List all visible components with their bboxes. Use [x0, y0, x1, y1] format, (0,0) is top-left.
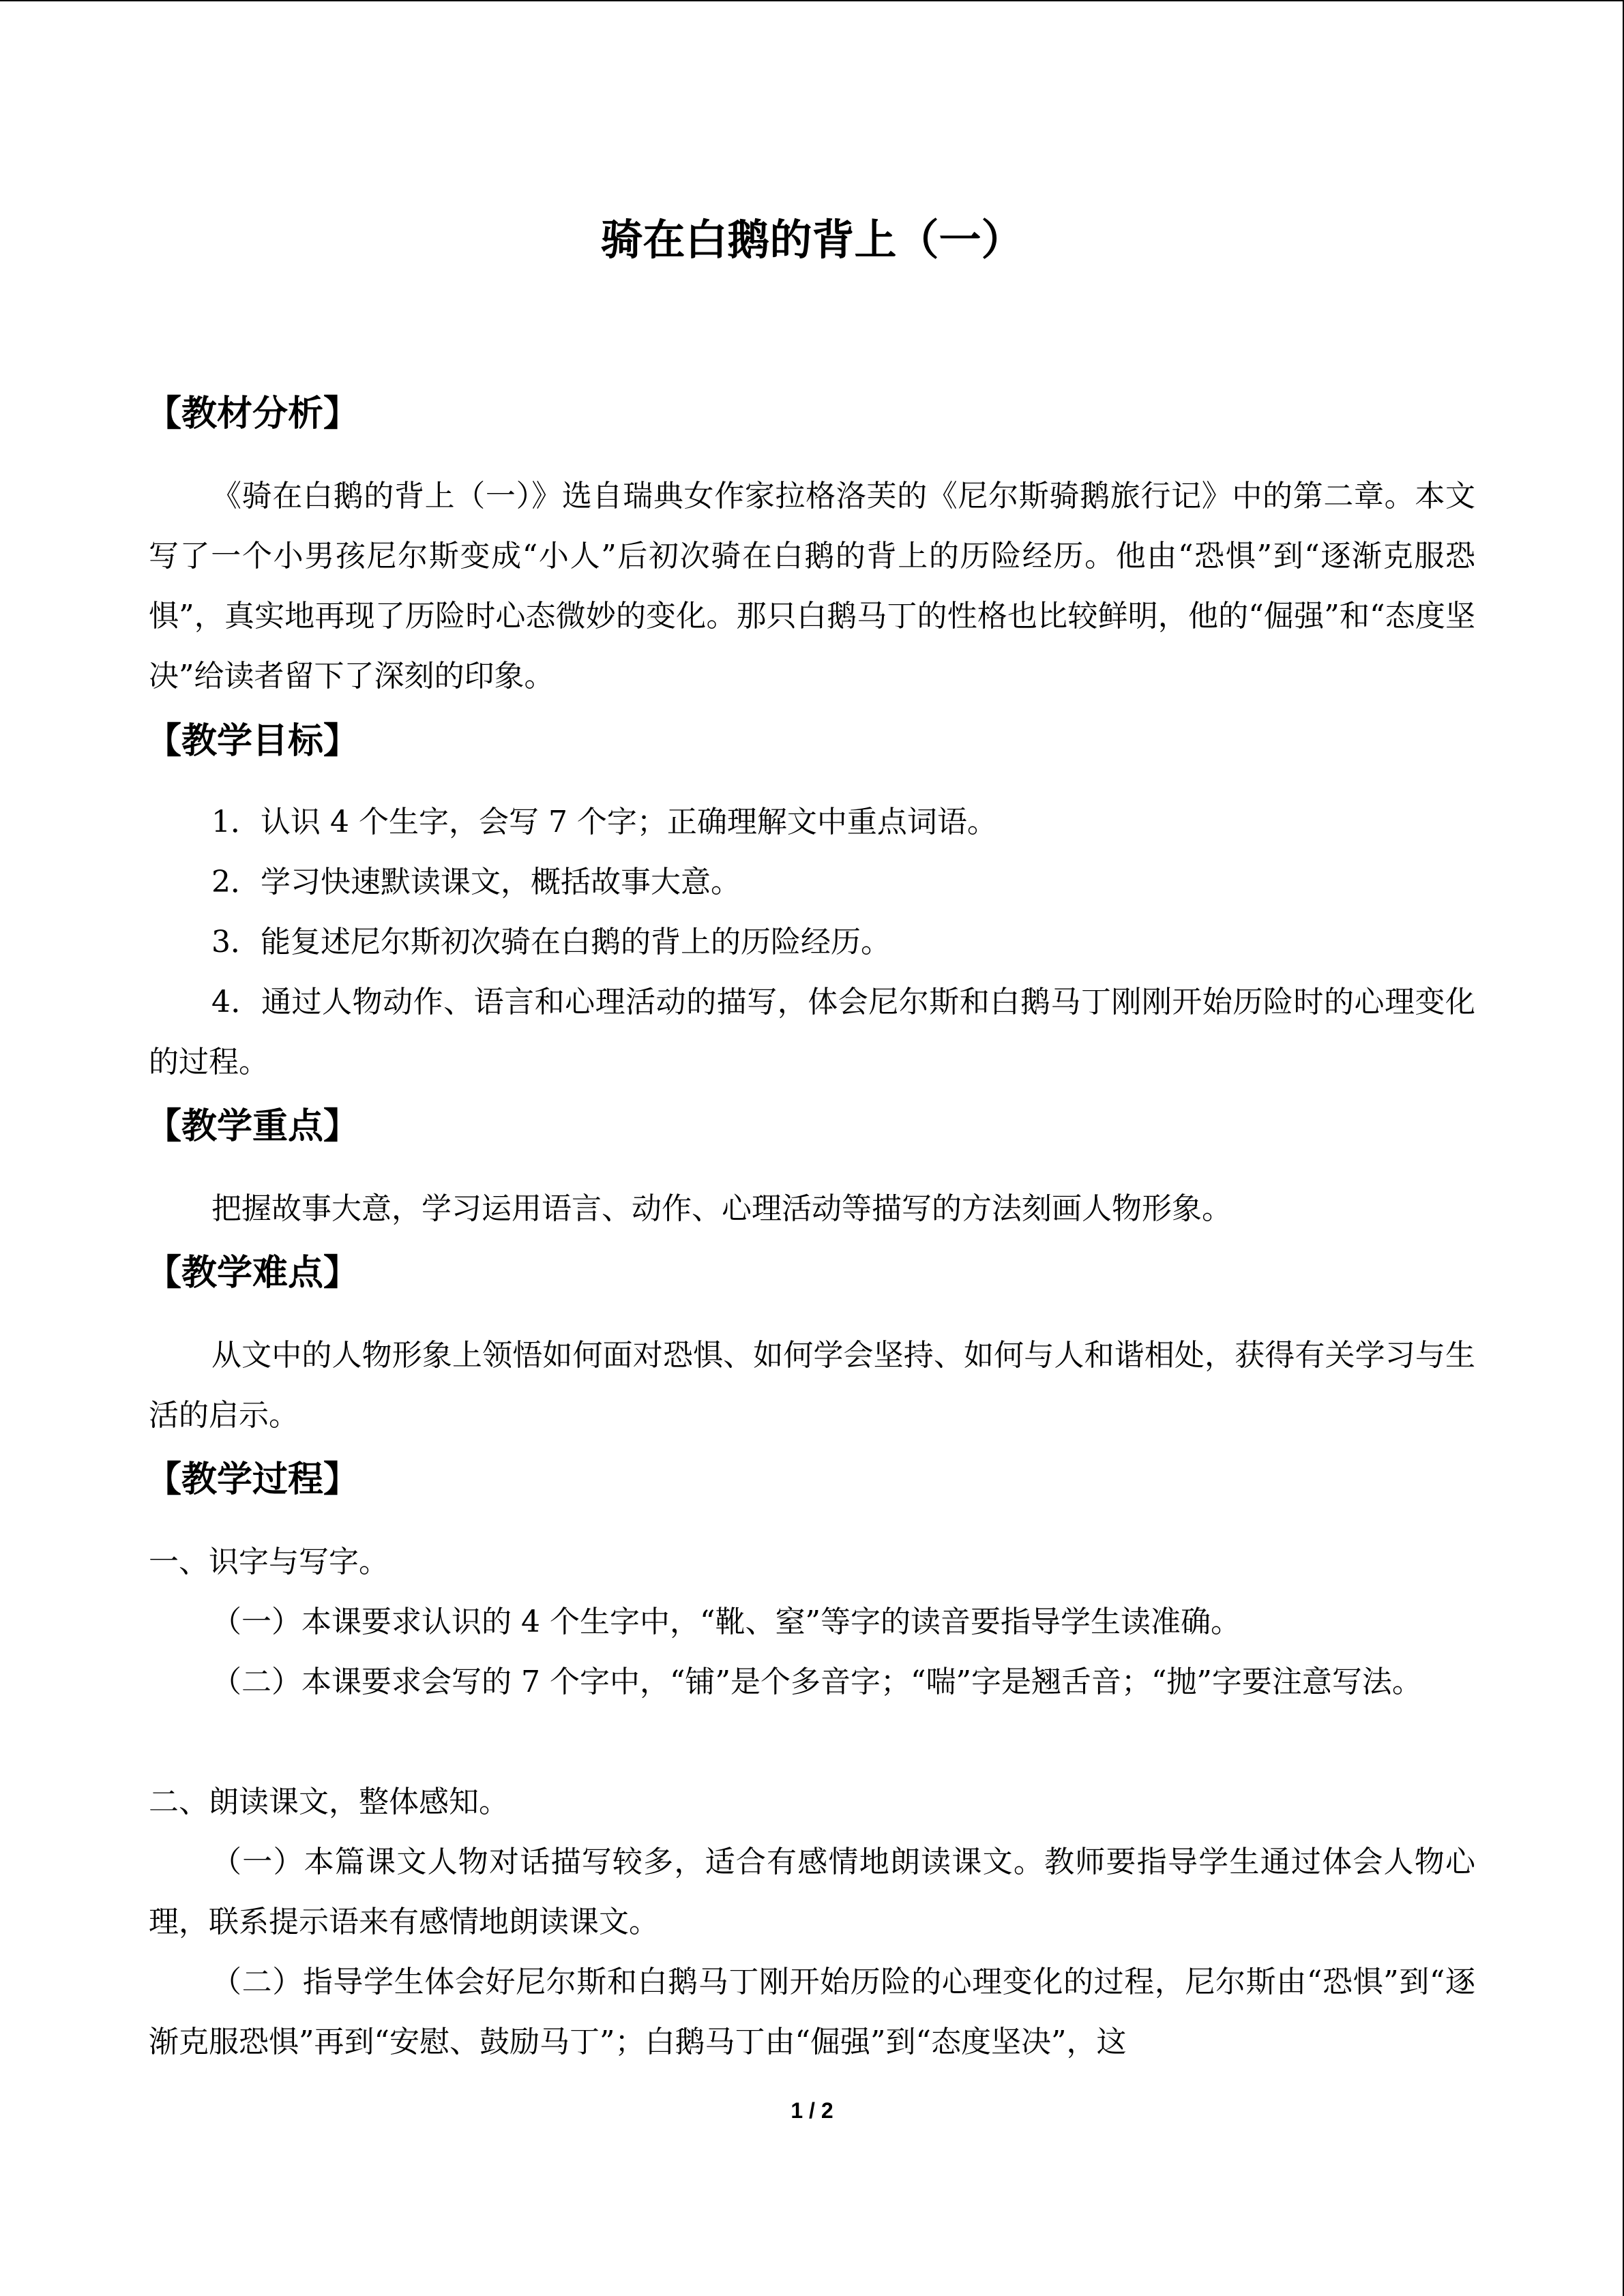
process-step-1a: （一）本课要求认识的 4 个生字中，“靴、窒”等字的读音要指导学生读准确。 [211, 1605, 1241, 1639]
process-step-2: 二、朗读课文，整体感知。 [149, 1785, 509, 1819]
goal-item-1: 1．认识 4 个生字，会写 7 个字；正确理解文中重点词语。 [211, 805, 997, 839]
goal-item-4: 4．通过人物动作、语言和心理活动的描写，体会尼尔斯和白鹅马丁刚刚开始历险时的心理变化的过程。 [149, 985, 1475, 1079]
goal-item-2: 2．学习快速默读课文，概括故事大意。 [211, 865, 741, 899]
heading-focus: 【教学重点】 [146, 1106, 359, 1147]
heading-goals: 【教学目标】 [146, 721, 359, 762]
page-number: 1 / 2 [791, 2098, 833, 2123]
heading-process: 【教学过程】 [146, 1459, 359, 1500]
analysis-paragraph: 《骑在白鹅的背上（一）》选自瑞典女作家拉格洛芙的《尼尔斯骑鹅旅行记》中的第二章。本文写了一个小男孩尼尔斯变成“小人”后初次骑在白鹅的背上的历险经历。他由“恐惧”到“逐渐克服恐惧”，真实地再现了历险时心态微妙的变化。那只白鹅马丁的性格也比较鲜明，他的“倔强”和“态度坚决”给读者留下了深刻的印象。 [149, 479, 1475, 694]
process-step-2a: （一）本篇课文人物对话描写较多，适合有感情地朗读课文。教师要指导学生通过体会人物心理，联系提示语来有感情地朗读课文。 [149, 1845, 1475, 1939]
heading-difficulty: 【教学难点】 [146, 1253, 359, 1294]
process-step-1: 一、识字与写字。 [149, 1545, 389, 1579]
difficulty-paragraph: 从文中的人物形象上领悟如何面对恐惧、如何学会坚持、如何与人和谐相处，获得有关学习与生活的启示。 [149, 1338, 1475, 1433]
process-step-2b: （二）指导学生体会好尼尔斯和白鹅马丁刚开始历险的心理变化的过程，尼尔斯由“恐惧”到“逐渐克服恐惧”再到“安慰、鼓励马丁”；白鹅马丁由“倔强”到“态度坚决”，这 [149, 1965, 1475, 2059]
page-title: 骑在白鹅的背上（一） [600, 215, 1024, 265]
goal-item-3: 3．能复述尼尔斯初次骑在白鹅的背上的历险经历。 [211, 925, 891, 959]
focus-paragraph: 把握故事大意，学习运用语言、动作、心理活动等描写的方法刻画人物形象。 [211, 1191, 1232, 1226]
process-step-1b: （二）本课要求会写的 7 个字中，“铺”是个多音字；“喘”字是翘舌音；“抛”字要注意写法。 [211, 1665, 1422, 1699]
heading-analysis: 【教材分析】 [146, 393, 359, 434]
